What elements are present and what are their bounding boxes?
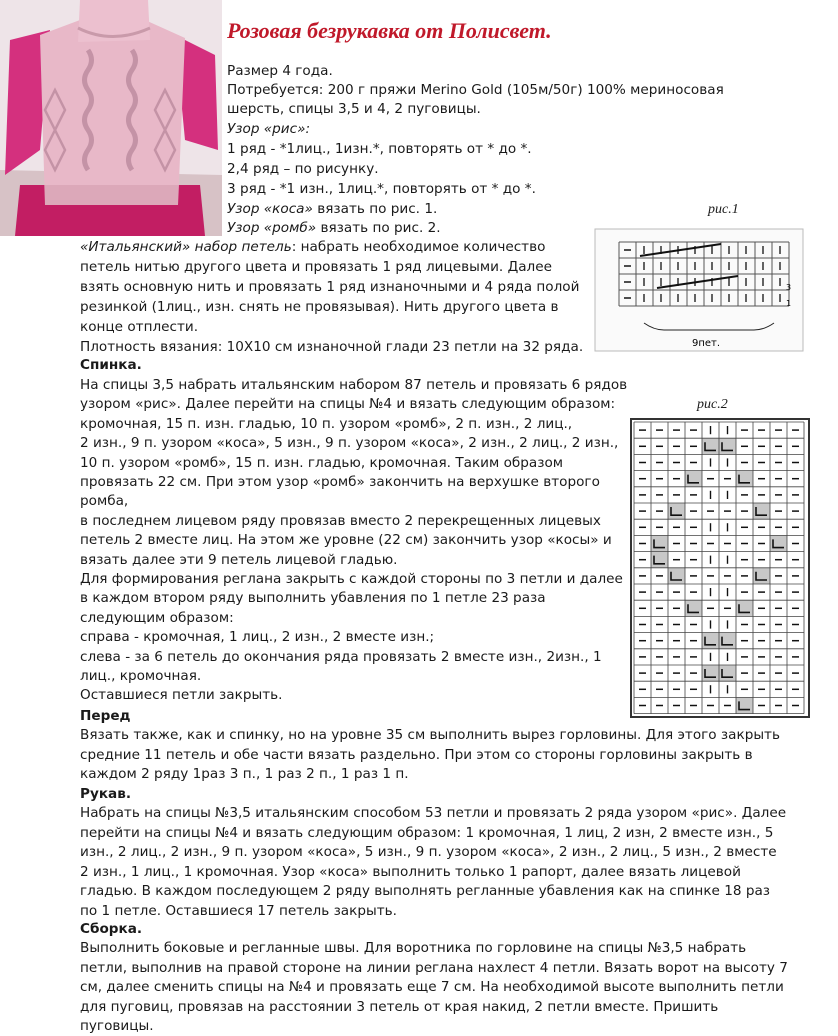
rhomb-pattern-label: Узор «ромб» bbox=[227, 220, 317, 236]
requirements-line-2: шерсть, спицы 3,5 и 4, 2 пуговицы. bbox=[227, 101, 481, 117]
gauge-line: Плотность вязания: 10Х10 см изнаночной глади 23 петли на 32 ряда. bbox=[80, 339, 584, 355]
sleeve-text-line: Набрать на спицы №3,5 итальянским способом 53 петли и провязать 2 ряда узором «рис». Далее bbox=[80, 805, 787, 821]
back-text-line: в последнем лицевом ряду провязав вместо 2 перекрещенных лицевых bbox=[80, 512, 601, 529]
back-text-line: Оставшиеся петли закрыть. bbox=[80, 687, 283, 704]
back-text-line: кромочная, 15 п. изн. гладью, 10 п. узором «ромб», 2 п. изн., 2 лиц., bbox=[80, 415, 573, 432]
front-text-line: средние 11 петель и обе части вязать раздельно. При этом со стороны горловины закрыть в bbox=[80, 746, 753, 763]
rice-row-1: 1 ряд - *1лиц., 1изн.*, повторять от * до *. bbox=[227, 141, 532, 157]
back-text-line: ромба, bbox=[80, 493, 129, 510]
back-text-line: провязать 22 см. При этом узор «ромб» закончить на верхушке второго bbox=[80, 474, 600, 490]
assembly-text-line: см, далее сменить спицы на №4 и провязать еще 7 см. На необходимой высоте выполнить петли bbox=[80, 979, 784, 996]
italian-caston-line-2: петель нитью другого цвета и провязать 1 ряд лицевыми. Далее bbox=[80, 259, 552, 275]
size-line: Размер 4 года. bbox=[227, 63, 333, 79]
italian-caston-text: : набрать необходимое количество bbox=[291, 239, 546, 255]
cable-pattern-label: Узор «коса» bbox=[227, 201, 313, 217]
assembly-text-line: для пуговиц, провязав на расстоянии 3 петель от края накид, 2 петли вместе. Пришить bbox=[80, 998, 719, 1015]
rice-row-3: 3 ряд - *1 изн., 1лиц.*, повторять от * до *. bbox=[227, 181, 536, 197]
sleeve-heading: Рукав. bbox=[80, 786, 131, 802]
front-heading: Перед bbox=[80, 708, 131, 724]
cable-chart bbox=[594, 228, 804, 352]
back-text-line: 10 п. узором «ромб», 15 п. изн. гладью, кромочная. Таким образом bbox=[80, 454, 564, 471]
back-text-line: петель 2 вместе лиц. На этом же уровне (22 см) закончить узор «косы» и bbox=[80, 532, 612, 549]
back-text-line: в каждом втором ряду выполнить убавления по 1 петле 23 раза bbox=[80, 590, 546, 607]
italian-caston-line-5: конце отплести. bbox=[80, 319, 199, 335]
sleeve-text-line: по 1 петле. Оставшиеся 17 петель закрыть. bbox=[80, 903, 397, 919]
back-text-line: слева - за 6 петель до окончания ряда провязать 2 вместе изн., 2изн., 1 bbox=[80, 648, 602, 665]
rhomb-pattern-line bbox=[227, 219, 441, 238]
italian-caston-label: «Итальянский» набор петель bbox=[80, 239, 292, 255]
back-text-line: следующим образом: bbox=[80, 609, 234, 626]
cable-pattern-line bbox=[227, 200, 437, 219]
rice-pattern-label: Узор «рис»: bbox=[227, 121, 311, 137]
cable-chart-row-1: 1 bbox=[786, 299, 792, 308]
figure-2-caption: рис.2 bbox=[697, 397, 728, 412]
rice-row-2: 2,4 ряд – по рисунку. bbox=[227, 161, 379, 177]
figure-1-caption: рис.1 bbox=[708, 202, 739, 217]
cable-pattern-text: вязать по рис. 1. bbox=[312, 201, 438, 217]
back-text-line: лиц., кромочная. bbox=[80, 668, 202, 684]
italian-caston-line-3: взять основную нить и провязать 1 ряд изнаночными и 4 ряда полой bbox=[80, 279, 580, 295]
back-heading: Спинка. bbox=[80, 357, 142, 373]
sweater-illustration bbox=[0, 0, 222, 236]
page-title: Розовая безрукавка от Полисвет. bbox=[227, 18, 552, 43]
rhomb-chart bbox=[630, 418, 810, 718]
assembly-heading: Сборка. bbox=[80, 921, 143, 937]
front-text-line: каждом 2 ряду 1раз 3 п., 1 раз 2 п., 1 раз 1 п. bbox=[80, 766, 409, 783]
assembly-text-line: петли, выполнив на правой стороне на линии реглана нахлест 4 петли. Вязать ворот на высоту 7 bbox=[80, 959, 788, 976]
back-text-line: 2 изн., 9 п. узором «коса», 5 изн., 9 п. узором «коса», 2 изн., 2 лиц., 2 изн., bbox=[80, 435, 619, 452]
assembly-text-line: Выполнить боковые и регланные швы. Для воротника по горловине на спицы №3,5 набрать bbox=[80, 940, 747, 956]
sleeve-text-line: гладью. В каждом последующем 2 ряду выполнять регланные убавления как на спинке 18 раз bbox=[80, 883, 771, 900]
sleeve-text-line: изн., 2 лиц., 2 изн., 9 п. узором «коса», 5 изн., 9 п. узором «коса», 2 изн., 2 лиц., 5 изн., 2 вместе bbox=[80, 844, 777, 861]
sleeve-text-line: перейти на спицы №4 и вязать следующим образом: 1 кромочная, 1 лиц, 2 изн, 2 вместе изн., 5 bbox=[80, 824, 774, 841]
cable-chart-stitch-count: 9пет. bbox=[692, 338, 721, 349]
assembly-text-line: пуговицы. bbox=[80, 1018, 154, 1035]
italian-caston-line-4: резинкой (1лиц., изн. снять не провязывая). Нить другого цвета в bbox=[80, 299, 559, 315]
back-text-line: вязать далее эти 9 петель лицевой гладью. bbox=[80, 551, 398, 568]
back-text-line: справа - кромочная, 1 лиц., 2 изн., 2 вместе изн.; bbox=[80, 629, 435, 646]
back-text-line: узором «рис». Далее перейти на спицы №4 и вязать следующим образом: bbox=[80, 396, 616, 413]
back-text-line: Для формирования реглана закрыть с каждой стороны по 3 петли и далее bbox=[80, 571, 623, 587]
cable-chart-row-3: 3 bbox=[786, 283, 792, 292]
front-text-line: Вязать также, как и спинку, но на уровне 35 см выполнить вырез горловины. Для этого закрыть bbox=[80, 727, 780, 743]
sleeve-text-line: 2 изн., 1 лиц., 1 кромочная. Узор «коса» выполнить только 1 рапорт, далее вязать лицевой bbox=[80, 863, 741, 880]
back-text-line: На спицы 3,5 набрать итальянским набором 87 петель и провязать 6 рядов bbox=[80, 377, 628, 393]
italian-caston-line-1 bbox=[80, 238, 545, 257]
rhomb-pattern-text: вязать по рис. 2. bbox=[316, 220, 441, 236]
sweater-photo bbox=[0, 0, 222, 236]
requirements-line-1: Потребуется: 200 г пряжи Merino Gold (105м/50г) 100% мериносовая bbox=[227, 82, 724, 98]
